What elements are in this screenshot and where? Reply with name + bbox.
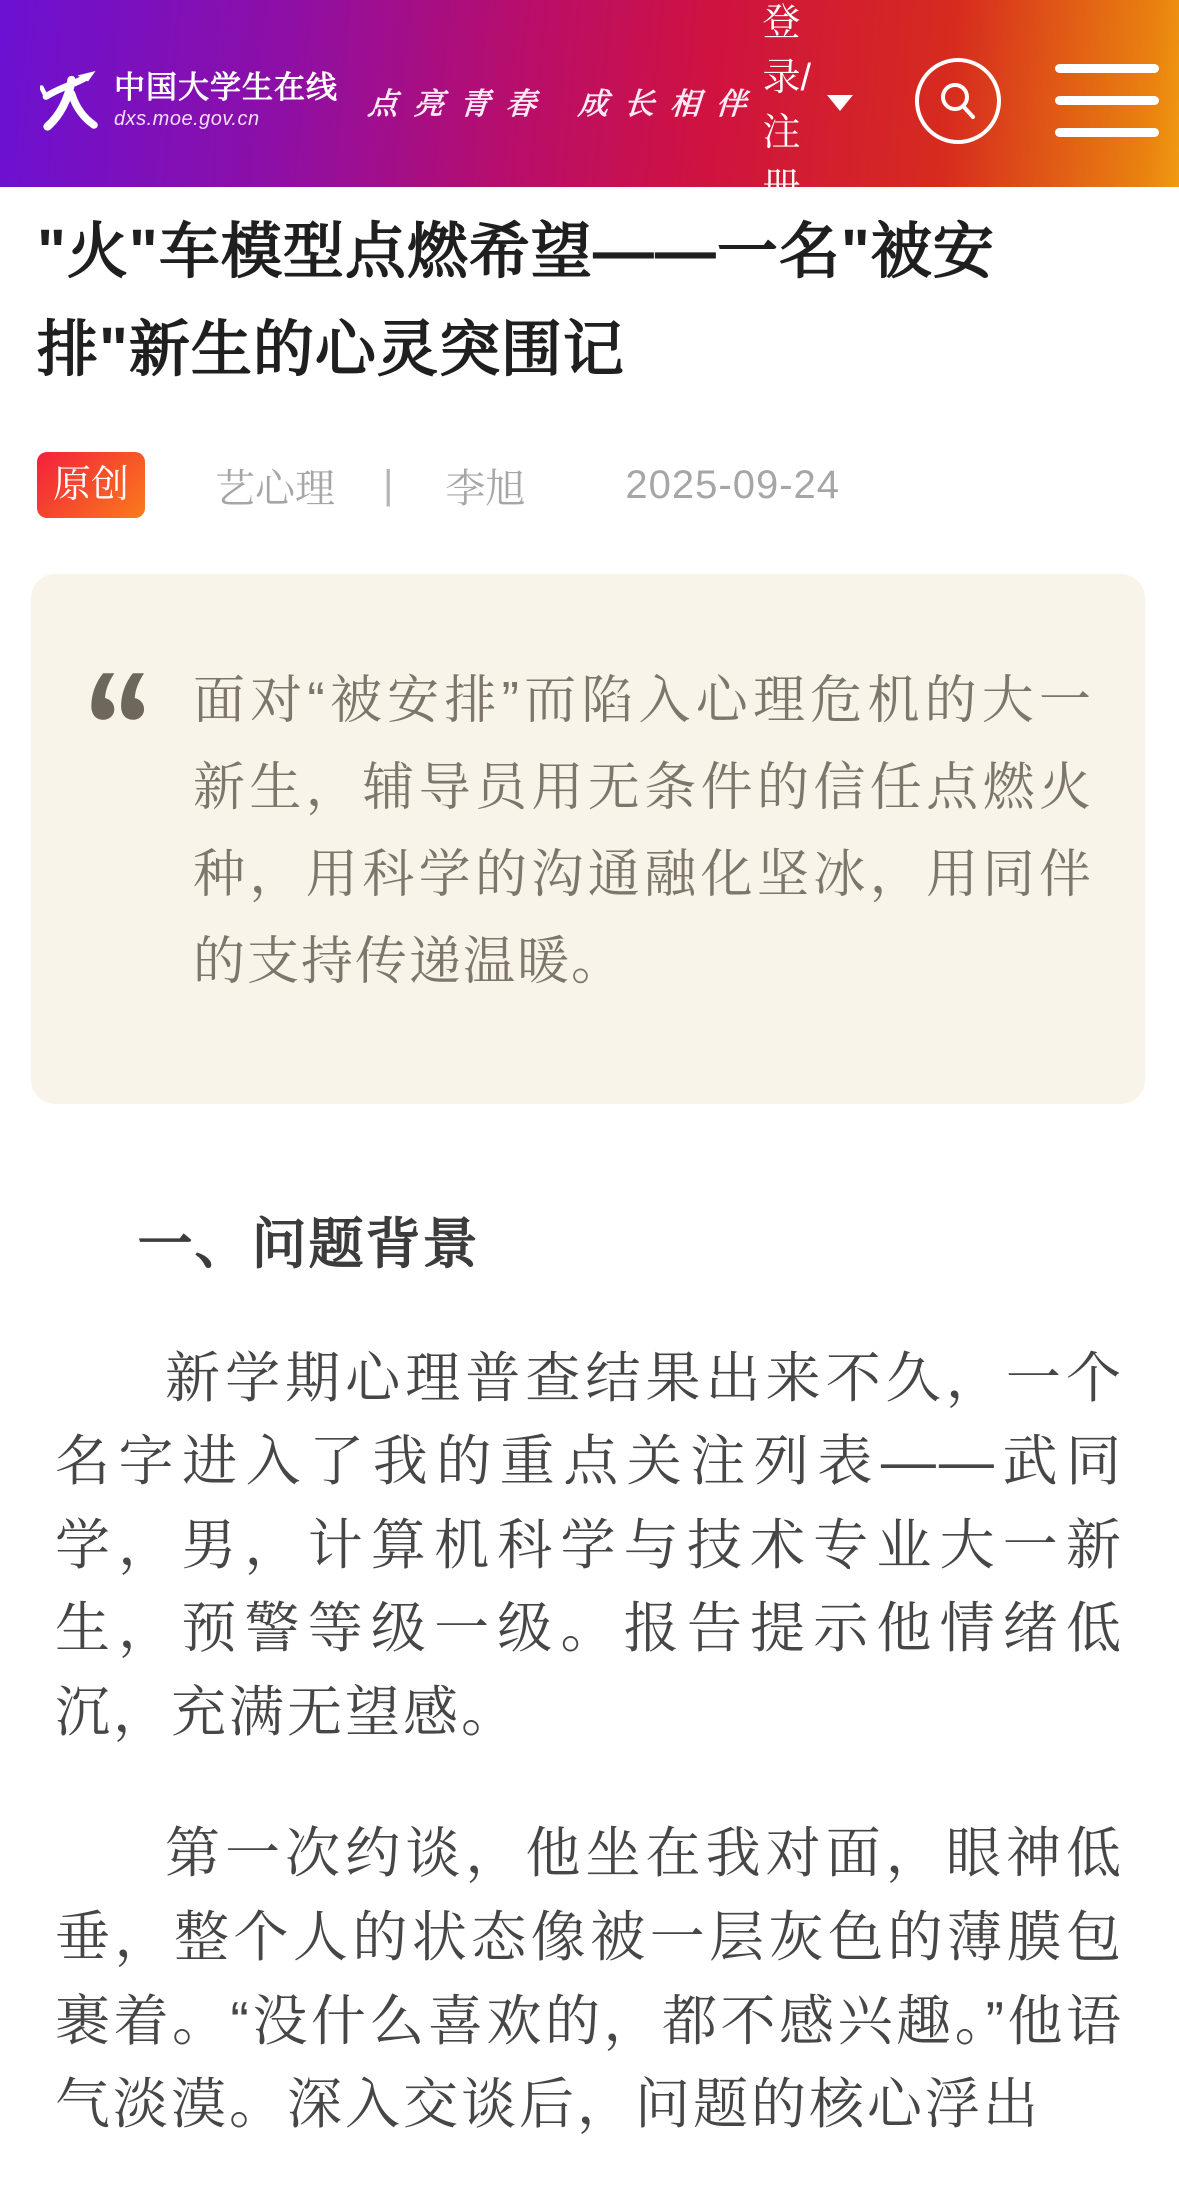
site-name: 中国大学生在线 [114,70,338,105]
hamburger-bar [1055,128,1159,137]
hamburger-bar [1055,64,1159,73]
site-logo[interactable] [40,68,338,134]
dxs-logo-icon [40,68,100,134]
double-quote-icon [87,672,149,722]
article-paragraph: 新学期心理普查结果出来不久，一个名字进入了我的重点关注列表——武同学，男，计算机科学与技术专业大一新生，预警等级一级。报告提示他情绪低沉，充满无望感。 [55,1346,1124,1743]
site-header [0,0,1179,209]
original-badge: 原创 [37,452,145,518]
summary-quote-card [31,574,1145,1103]
chevron-down-icon [827,95,853,111]
summary-quote-text: 面对“被安排”而陷入心理危机的大一新生，辅导员用无条件的信任点燃火种，用科学的沟通融化坚冰，用同伴的支持传递温暖。 [193,672,1093,991]
hamburger-menu-button[interactable] [1055,64,1159,137]
login-register-label: 登录/注册 [762,1,812,209]
article-date: 2025-09-24 [625,462,841,507]
search-icon [936,79,980,123]
site-domain: dxs.moe.gov.cn [114,108,260,130]
hamburger-bar [1055,96,1159,105]
article-org[interactable]: 艺心理 [215,466,336,511]
article-title: "火"车模型点燃希望——一名"被安排"新生的心灵突围记 [37,217,995,383]
search-button[interactable] [915,58,1001,144]
meta-separator: | [383,462,394,507]
article [0,203,1179,2147]
article-paragraph: 第一次约谈，他坐在我对面，眼神低垂，整个人的状态像被一层灰色的薄膜包裹着。“没什么喜欢的，都不感兴趣。”他语气淡漠。深入交谈后，问题的核心浮出 [55,1822,1124,2136]
site-slogan: 点亮青春 成长相伴 [366,86,764,122]
login-register-button[interactable] [762,0,853,211]
article-author[interactable]: 李旭 [445,466,526,511]
article-meta [0,452,1179,518]
section-heading: 一、问题背景 [137,1212,480,1275]
